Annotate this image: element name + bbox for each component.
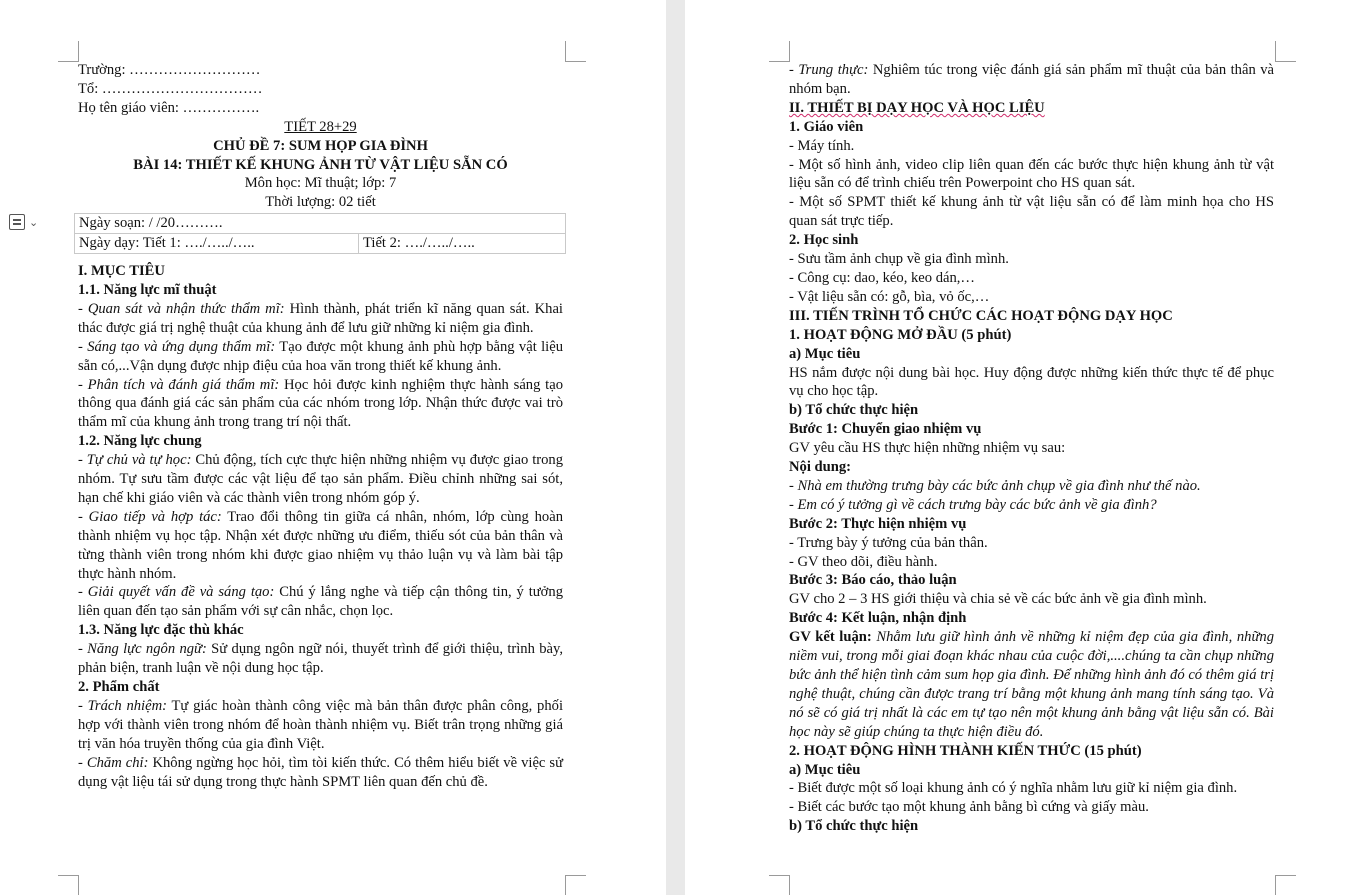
heading-text: b) Tổ chức thực hiện xyxy=(789,402,919,419)
heading-text: III. TIẾN TRÌNH TỔ CHỨC CÁC HOẠT ĐỘNG DẠY HỌC xyxy=(789,307,1173,324)
body-paragraph xyxy=(789,288,1274,307)
body-paragraph xyxy=(78,300,563,338)
body-paragraph xyxy=(789,439,1274,458)
body-paragraph xyxy=(789,553,1274,572)
section-heading xyxy=(789,742,1274,761)
body-paragraph xyxy=(789,61,1274,99)
italic-text: - Em có ý tưởng gì về cách trưng bày các bức ảnh về gia đình? xyxy=(789,496,1157,513)
body-paragraph xyxy=(789,156,1274,194)
italic-text: - Nhà em thường trưng bày các bức ảnh chụp về gia đình như thế nào. xyxy=(789,477,1201,494)
body-paragraph xyxy=(789,477,1274,496)
heading-text: 2. Phẩm chất xyxy=(78,679,160,695)
section-heading xyxy=(78,281,563,300)
paragraph-text: - Một số hình ảnh, video clip liên quan đến các bước thực hiện khung ảnh từ vật liệu sẵn có để trình chiếu trên Powerpoint cho HS quan sát. xyxy=(789,156,1274,192)
body-paragraph xyxy=(789,590,1274,609)
section-heading xyxy=(789,571,1274,590)
paragraph-text: Trao đổi thông tin giữa cá nhân, nhóm, lớp cùng hoàn thành nhiệm vụ học tập. Nhận xét được những ưu điểm, thiếu sót của bản thân và từng thành viên trong nhóm khi được giao nhiệm vụ thảo luận vụ và làm bài tập thực hành nhóm. xyxy=(78,508,563,582)
body-paragraph xyxy=(789,269,1274,288)
page-content-right xyxy=(789,61,1274,836)
paragraph-text: Chú ý lắng nghe và tiếp cận thông tin, ý tưởng liên quan đến tạo sản phẩm với sự cân nhắc, chọn lọc. xyxy=(78,584,563,620)
teach-date-2-cell: Tiết 2: …./…../….. xyxy=(359,234,566,254)
body-paragraph xyxy=(789,250,1274,269)
document-page-right xyxy=(685,0,1356,895)
body-paragraph xyxy=(789,193,1274,231)
heading-text: 1. HOẠT ĐỘNG MỞ ĐẦU (5 phút) xyxy=(789,326,1012,343)
crop-mark xyxy=(58,875,79,895)
section-heading xyxy=(78,621,563,640)
paragraph-text: - Công cụ: dao, kéo, keo dán,… xyxy=(789,269,976,286)
heading-text: Bước 2: Thực hiện nhiệm vụ xyxy=(789,515,967,532)
crop-mark xyxy=(565,875,586,895)
section-heading xyxy=(789,307,1274,326)
heading-text: 2. HOẠT ĐỘNG HÌNH THÀNH KIẾN THỨC (15 phút) xyxy=(789,742,1142,759)
section-heading xyxy=(789,231,1274,250)
section-heading xyxy=(789,420,1274,439)
paragraph-text: - Vật liệu sẵn có: gỗ, bìa, vỏ ốc,… xyxy=(789,288,990,305)
italic-text: - Sáng tạo và ứng dụng thẩm mĩ: xyxy=(78,338,276,355)
paragraph-text: - Một số SPMT thiết kế khung ảnh từ vật liệu sẵn có để làm minh họa cho HS quan sát trực tiếp. xyxy=(789,194,1274,230)
duration-line: Thời lượng: 02 tiết xyxy=(265,194,376,211)
lesson-title: BÀI 14: THIẾT KẾ KHUNG ẢNH TỪ VẬT LIỆU SẴN CÓ xyxy=(133,156,508,173)
italic-text: - Chăm chỉ: xyxy=(78,754,149,771)
chevron-down-icon: ⌄ xyxy=(29,215,39,229)
section-heading xyxy=(789,515,1274,534)
section-heading xyxy=(789,118,1274,137)
section-heading xyxy=(789,817,1274,836)
paragraph-text: HS nắm được nội dung bài học. Huy động được những kiến thức thực tế để phục vụ cho học tập. xyxy=(789,364,1274,400)
school-line: Trường: ……………………… xyxy=(78,62,261,78)
heading-text: 1.1. Năng lực mĩ thuật xyxy=(78,281,217,298)
body-paragraph xyxy=(78,376,563,433)
section-heading xyxy=(78,432,563,451)
list-icon xyxy=(9,214,25,230)
body-paragraph xyxy=(78,640,563,678)
prep-date-cell: Ngày soạn: / /20………. xyxy=(75,214,566,234)
lead-text: GV kết luận: xyxy=(789,629,872,646)
body-paragraph xyxy=(789,364,1274,402)
body-paragraph xyxy=(789,534,1274,553)
outline-toggle-button[interactable] xyxy=(9,209,59,235)
heading-text: Bước 1: Chuyển giao nhiệm vụ xyxy=(789,421,982,438)
paragraph-text: - Sưu tầm ảnh chụp về gia đình mình. xyxy=(789,251,1009,268)
body-paragraph xyxy=(789,779,1274,798)
heading-text: I. MỤC TIÊU xyxy=(78,263,165,280)
italic-text: - Trách nhiệm: xyxy=(78,697,167,714)
paragraph-text: Không ngừng học hỏi, tìm tòi kiến thức. Có thêm hiểu biết về việc sử dụng vật liệu tái sử dụng trong thực hành SPMT liên quan đến chủ đề. xyxy=(78,754,563,790)
heading-text: 1.3. Năng lực đặc thù khác xyxy=(78,622,244,639)
paragraph-text: Hình thành, phát triển kĩ năng quan sát. Khai thác được giá trị nghệ thuật của khung ảnh để lưu giữ những kỉ niệm gia đình. xyxy=(78,300,563,336)
paragraph-text: - Trưng bày ý tưởng của bản thân. xyxy=(789,534,988,551)
section-heading xyxy=(789,458,1274,477)
body-paragraph xyxy=(789,496,1274,515)
body-paragraph xyxy=(78,754,563,792)
section-heading xyxy=(78,262,563,281)
heading-text: 1. Giáo viên xyxy=(789,118,864,135)
teacher-line: Họ tên giáo viên: ……………. xyxy=(78,99,260,116)
body-paragraph xyxy=(78,583,563,621)
paragraph-text: - Máy tính. xyxy=(789,137,855,154)
italic-text: Nhằm lưu giữ hình ảnh về những kỉ niệm đẹp của gia đình, những niềm vui, trong mỗi giai đoạn khác nhau của cuộc đời,....chúng ta cần chụp những bức ảnh thể hiện tình cảm sum họp gia đình. Để những hình ảnh đó có thêm giá trị nghệ thuật, chúng cần được trang trí bằng một khung ảnh mang tính sáng tạo. Và nó sẽ có giá trị nhất là các em tự tạo nên một khung ảnh bằng vật liệu sẵn có. Bài học này sẽ giúp chúng ta thực hiện điều đó. xyxy=(789,629,1275,740)
section-heading xyxy=(789,345,1274,364)
body-paragraph xyxy=(78,451,563,508)
paragraph-text: Sử dụng ngôn ngữ nói, thuyết trình để giới thiệu, trình bày, phản biện, tranh luận về nội dung học tập. xyxy=(78,641,563,677)
crop-mark xyxy=(1275,41,1296,62)
crop-mark xyxy=(769,875,790,895)
heading-text: Bước 3: Báo cáo, thảo luận xyxy=(789,572,957,589)
paragraph-text: Tạo được một khung ảnh phù hợp bằng vật liệu sẵn có,...Vận dụng được nhịp điệu của hoa văn trong thiết kế khung ảnh. xyxy=(78,338,563,374)
section-heading xyxy=(789,401,1274,420)
section-heading xyxy=(789,99,1274,118)
heading-text: a) Mục tiêu xyxy=(789,761,861,778)
crop-mark xyxy=(1275,875,1296,895)
italic-text: - Giải quyết vấn đề và sáng tạo: xyxy=(78,584,275,601)
heading-text: b) Tổ chức thực hiện xyxy=(789,818,919,835)
paragraph-text: - Biết được một số loại khung ảnh có ý nghĩa nhằm lưu giữ kỉ niệm gia đình. xyxy=(789,780,1238,797)
paragraph-text: Chủ động, tích cực thực hiện những nhiệm vụ được giao trong nhóm. Tự sưu tầm được các vật liệu để tạo sản phẩm. Điều chỉnh những sai sót, hạn chế khi giáo viên và các thành viên trong nhóm góp ý. xyxy=(78,452,564,506)
paragraph-text: Nghiêm túc trong việc đánh giá sản phẩm mĩ thuật của bản thân và nhóm bạn. xyxy=(789,62,1275,97)
paragraph-text: Tự giác hoàn thành công việc mà bản thân được phân công, phối hợp với thành viên trong nhóm để hoàn thành nhiệm vụ. Biết trân trọng những giá trị văn hóa truyền thống của gia đình Việt. xyxy=(78,697,563,752)
topic-title: CHỦ ĐỀ 7: SUM HỌP GIA ĐÌNH xyxy=(213,137,428,154)
italic-text: - Năng lực ngôn ngữ: xyxy=(78,641,207,658)
italic-text: - Quan sát và nhận thức thẩm mĩ: xyxy=(78,300,285,317)
body-paragraph xyxy=(78,338,563,376)
paragraph-text: Học hỏi được kinh nghiệm thực hành sáng tạo thông qua đánh giá các sản phẩm của các nhóm trong lớp. Nhận thức được vai trò thẩm mĩ của khung ảnh trong trang trí nội thất. xyxy=(78,376,563,431)
heading-text: II. THIẾT BỊ DẠY HỌC VÀ HỌC LIỆU xyxy=(789,99,1045,116)
section-heading xyxy=(789,326,1274,345)
italic-text: - Tự chủ và tự học: xyxy=(78,452,192,469)
heading-text: Nội dung: xyxy=(789,459,852,476)
body-paragraph xyxy=(789,798,1274,817)
crop-mark xyxy=(565,41,586,62)
heading-text: 2. Học sinh xyxy=(789,232,859,249)
italic-text: - Trung thực: xyxy=(789,62,869,78)
section-heading xyxy=(78,678,563,697)
paragraph-text: - Biết các bước tạo một khung ảnh bằng bì cứng và giấy màu. xyxy=(789,799,1149,816)
right-body xyxy=(789,61,1274,836)
paragraph-text: GV yêu cầu HS thực hiện những nhiệm vụ sau: xyxy=(789,440,1066,457)
paragraph-text: GV cho 2 – 3 HS giới thiệu và chia sẻ về các bức ảnh về gia đình mình. xyxy=(789,591,1207,608)
heading-text: 1.2. Năng lực chung xyxy=(78,433,202,450)
subject-line: Môn học: Mĩ thuật; lớp: 7 xyxy=(244,175,397,192)
crop-mark xyxy=(58,41,79,62)
section-heading xyxy=(789,609,1274,628)
body-paragraph xyxy=(789,628,1274,741)
paragraph-text: - GV theo dõi, điều hành. xyxy=(789,553,938,570)
italic-text: - Phân tích và đánh giá thẩm mĩ: xyxy=(78,376,280,393)
heading-text: a) Mục tiêu xyxy=(789,345,861,362)
left-body xyxy=(78,262,563,791)
group-line: Tổ: …………………………… xyxy=(78,80,263,97)
body-paragraph xyxy=(789,137,1274,156)
body-paragraph xyxy=(78,508,563,584)
heading-text: Bước 4: Kết luận, nhận định xyxy=(789,610,967,627)
italic-text: - Giao tiếp và hợp tác: xyxy=(78,508,222,525)
crop-mark xyxy=(769,41,790,62)
teach-date-1-cell: Ngày dạy: Tiết 1: …./…../….. xyxy=(75,234,359,254)
page-content-left xyxy=(78,61,563,791)
document-page-left xyxy=(0,0,666,895)
date-table xyxy=(74,213,566,254)
body-paragraph xyxy=(78,697,563,754)
lesson-number: TIẾT 28+29 xyxy=(284,118,357,135)
section-heading xyxy=(789,761,1274,780)
